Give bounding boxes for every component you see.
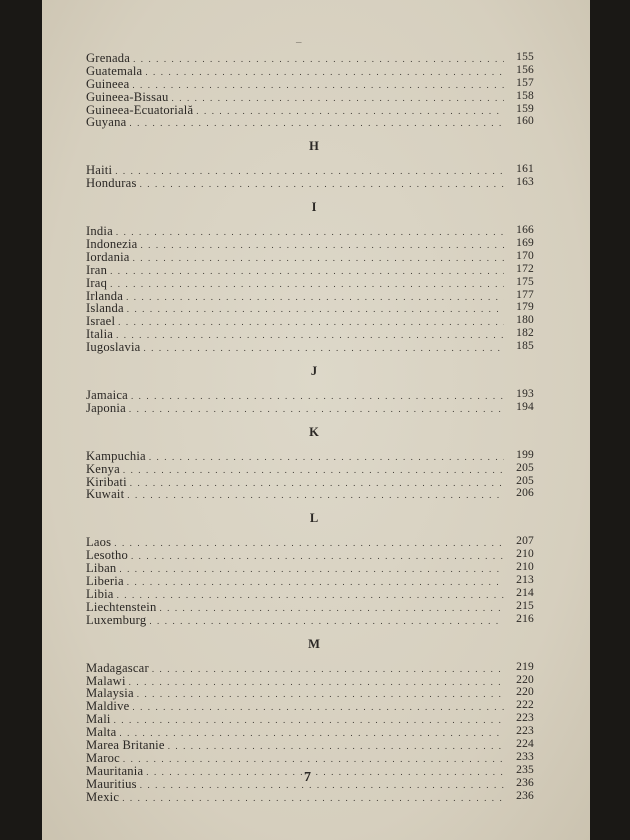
page-ref: 177 [516,288,534,301]
country-name: Mexic [86,789,120,804]
toc-entry [86,302,534,315]
dot-leader [118,316,504,329]
toc-entry [86,177,534,190]
country-name: Iordania [86,249,130,264]
country-name: Guineea-Bissau [86,89,169,104]
country-name: Mali [86,712,111,727]
country-name: Honduras [86,176,137,191]
country-name: Iugoslavia [86,340,141,355]
page-ref: 155 [516,51,534,63]
page-ref: 222 [516,699,534,712]
page-ref: 163 [516,176,534,189]
toc-entry [86,476,534,489]
dot-leader [168,740,504,753]
toc-entry [86,662,534,675]
page-ref: 216 [516,612,534,625]
page-ref: 235 [516,763,534,776]
page-ref: 236 [516,789,534,802]
dot-leader [143,342,504,355]
page-ref: 193 [516,388,534,401]
page-ref: 223 [516,712,534,725]
page-number: 7 [304,770,311,785]
dot-leader [149,451,504,464]
country-name: Kampuchia [86,448,146,463]
toc-section [86,52,534,129]
country-name: Kuwait [86,487,125,502]
page-ref: 214 [516,586,534,599]
dot-leader [140,178,504,191]
toc-entry [86,450,534,463]
dot-leader [127,489,504,502]
dot-leader [126,291,504,304]
dot-leader [115,165,504,178]
country-name: Maroc [86,750,120,765]
dot-leader [140,779,504,792]
toc-entry [86,739,534,752]
toc-section [86,199,534,354]
toc-entry [86,536,534,549]
page-ref: 180 [516,314,534,327]
dot-leader [132,701,504,714]
toc-entry [86,389,534,402]
country-name: Iraq [86,275,108,290]
page-ref: 219 [516,660,534,673]
page-ref: 179 [516,301,534,314]
toc-entry [86,549,534,562]
country-name: Malawi [86,673,126,688]
country-name: Indonezia [86,237,138,252]
dot-leader [149,615,504,628]
country-name: Japonia [86,400,126,415]
toc-entry [86,713,534,726]
table-of-contents [86,52,534,803]
dot-leader [140,239,504,252]
country-name: Grenada [86,51,131,65]
dot-leader [122,792,504,805]
page-ref: 207 [516,535,534,548]
dot-leader [131,550,504,563]
toc-section [86,424,534,502]
page-ref: 223 [516,725,534,738]
dot-leader [172,92,504,105]
toc-entry [86,488,534,501]
toc-entry [86,238,534,251]
top-mark: – [296,36,302,48]
toc-entry [86,341,534,354]
page-ref: 205 [516,461,534,474]
toc-entry [86,78,534,91]
section-letter: M [308,636,320,651]
dot-leader [114,537,504,550]
dot-leader [152,663,504,676]
dot-leader [110,278,504,291]
section-letter: L [309,511,319,526]
toc-entry [86,52,534,65]
country-name: Malaysia [86,686,134,701]
dot-leader [116,226,504,239]
page-ref: 233 [516,750,534,763]
country-name: Marea Britanie [86,737,165,752]
toc-entry [86,402,534,415]
dot-leader [119,727,504,740]
country-name: Guatemala [86,63,143,78]
country-name: Malta [86,725,117,740]
page-ref: 224 [516,737,534,750]
toc-entry [86,164,534,177]
country-name: Mauritania [86,763,144,778]
toc-entry [86,91,534,104]
dot-leader [137,688,504,701]
toc-entry [86,614,534,627]
page-ref: 160 [516,115,534,128]
toc-entry [86,700,534,713]
dot-leader [110,265,504,278]
page-ref: 159 [516,102,534,115]
page-ref: 199 [516,448,534,461]
country-name: Irlanda [86,288,124,303]
toc-entry [86,575,534,588]
country-name: Guineea [86,76,130,91]
country-name: Islanda [86,301,124,316]
toc-entry [86,675,534,688]
section-letter: J [310,364,318,379]
page-ref: 161 [516,163,534,176]
dot-leader [130,477,504,490]
toc-entry [86,687,534,700]
page-ref: 206 [516,487,534,500]
dot-leader [133,252,504,265]
page-ref: 158 [516,89,534,102]
dot-leader [131,390,504,403]
toc-entry [86,588,534,601]
toc-section [86,510,534,626]
dot-leader [129,403,504,416]
dot-leader [127,303,504,316]
toc-entry [86,264,534,277]
toc-section [86,138,534,190]
country-name: Luxemburg [86,612,147,627]
toc-entry [86,65,534,78]
page-ref: 175 [516,275,534,288]
dot-leader [145,66,504,79]
page-ref: 213 [516,574,534,587]
page-ref: 170 [516,249,534,262]
page-ref: 185 [516,340,534,353]
toc-entry [86,116,534,129]
dot-leader [159,602,504,615]
country-name: Kenya [86,461,120,476]
section-letter: I [311,200,317,215]
country-name: Jamaica [86,388,128,403]
toc-entry [86,328,534,341]
page-ref: 172 [516,262,534,275]
country-name: Laos [86,535,112,550]
page-ref: 205 [516,474,534,487]
country-name: Guyana [86,115,127,130]
section-letter: K [309,424,319,439]
dot-leader [133,53,504,66]
toc-section [86,363,534,415]
country-name: Liban [86,561,117,576]
dot-leader [129,117,504,130]
page-ref: 182 [516,327,534,340]
country-name: Israel [86,314,116,329]
toc-entry [86,290,534,303]
toc-entry [86,463,534,476]
country-name: Guineea-Ecuatorială [86,102,194,117]
book-page [42,0,590,840]
dot-leader [123,464,504,477]
toc-entry [86,791,534,804]
toc-entry [86,225,534,238]
page-ref: 220 [516,686,534,699]
dot-leader [127,576,504,589]
toc-entry [86,315,534,328]
toc-entry [86,601,534,614]
dot-leader [114,714,504,727]
dot-leader [129,676,504,689]
toc-entry [86,752,534,765]
page-ref: 215 [516,599,534,612]
page-ref: 194 [516,400,534,413]
section-letter: H [309,139,319,154]
country-name: Liechtenstein [86,599,157,614]
page-ref: 210 [516,548,534,561]
country-name: Madagascar [86,660,149,675]
country-name: India [86,224,113,239]
country-name: Liberia [86,574,124,589]
country-name: Italia [86,327,114,342]
dot-leader [132,79,504,92]
page-ref: 236 [516,776,534,789]
dot-leader [123,753,504,766]
page-ref: 210 [516,561,534,574]
country-name: Lesotho [86,548,128,563]
dot-leader [116,329,504,342]
toc-entry [86,251,534,264]
toc-entry [86,104,534,117]
page-ref: 220 [516,673,534,686]
dot-leader [119,563,504,576]
toc-entry [86,562,534,575]
dot-leader [117,589,504,602]
country-name: Maldive [86,699,130,714]
country-name: Libia [86,586,114,601]
dot-leader [146,766,504,779]
country-name: Mauritius [86,776,137,791]
page-ref: 169 [516,237,534,250]
page-ref: 156 [516,63,534,76]
country-name: Kiribati [86,474,127,489]
country-name: Iran [86,262,108,277]
page-ref: 166 [516,224,534,237]
country-name: Haiti [86,163,113,178]
dot-leader [196,105,504,118]
toc-entry [86,277,534,290]
page-ref: 157 [516,76,534,89]
